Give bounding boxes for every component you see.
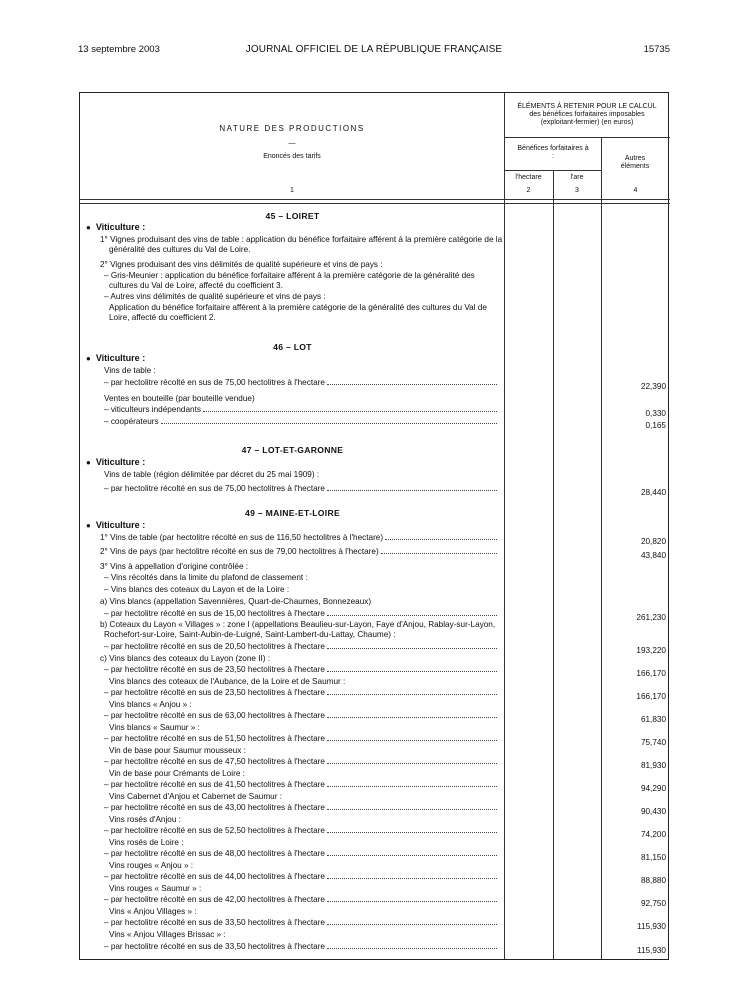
table-row xyxy=(80,756,670,770)
table-row xyxy=(80,469,670,480)
row-text: – par hectolitre récolté en sus de 20,50 hectolitres à l'hectare xyxy=(104,642,325,651)
department-heading xyxy=(80,342,670,353)
row-text: Vins blancs « Saumur » : xyxy=(109,723,200,732)
benefices-rule xyxy=(504,170,602,171)
table-row xyxy=(80,416,670,430)
other-elements-value: 74,200 xyxy=(640,830,666,839)
hectare-label: l'hectare xyxy=(515,174,542,181)
row-text: – par hectolitre récolté en sus de 42,00 hectolitres à l'hectare xyxy=(104,895,325,904)
row-text: ● Viticulture : xyxy=(86,353,145,364)
table-row xyxy=(80,629,670,640)
dot-leader xyxy=(327,948,497,949)
col-4-number: 4 xyxy=(633,187,638,194)
table-row xyxy=(80,532,670,546)
row-text: Vins rosés d'Anjou : xyxy=(109,815,181,824)
other-elements-value: 115,930 xyxy=(637,946,666,955)
row-text: cultures du Val de Loire, affecté du coefficient 3. xyxy=(109,281,283,290)
dot-leader xyxy=(327,740,497,741)
section-heading xyxy=(80,353,670,364)
row-text: Vins de table (région délimitée par décret du 25 mai 1909) : xyxy=(104,470,320,479)
table-row xyxy=(80,860,670,871)
table-row xyxy=(80,483,670,497)
dot-leader xyxy=(161,423,497,424)
section-heading xyxy=(80,520,670,531)
row-text: Vins rouges « Saumur » : xyxy=(109,884,202,893)
table-row xyxy=(80,710,670,724)
department-heading xyxy=(80,211,670,222)
table-row xyxy=(80,917,670,931)
elements-heading: ÉLÉMENTS À RETENIR POUR LE CALCUL xyxy=(517,103,657,110)
row-text: 3° Vins à appellation d'origine contrôlée : xyxy=(100,562,249,571)
other-elements-value: 0,165 xyxy=(645,421,666,430)
table-row xyxy=(80,584,670,595)
table-row xyxy=(80,641,670,655)
other-elements-value: 92,750 xyxy=(640,899,666,908)
row-text: – par hectolitre récolté en sus de 48,00 hectolitres à l'hectare xyxy=(104,849,325,858)
row-text: Vin de base pour Crémants de Loire : xyxy=(109,769,245,778)
other-elements-value: 88,880 xyxy=(640,876,666,885)
row-text: Vin de base pour Saumur mousseux : xyxy=(109,746,246,755)
dot-leader xyxy=(327,763,497,764)
row-text: – par hectolitre récolté en sus de 52,50 hectolitres à l'hectare xyxy=(104,826,325,835)
table-row xyxy=(80,608,670,622)
table-row xyxy=(80,312,670,323)
dot-leader xyxy=(385,539,497,540)
other-elements-value: 61,830 xyxy=(640,715,666,724)
row-text: ● Viticulture : xyxy=(86,222,145,233)
other-elements-value: 81,150 xyxy=(640,853,666,862)
row-text: – Vins blancs des coteaux du Layon et de la Loire : xyxy=(104,585,290,594)
row-text: 2° Vignes produisant des vins délimités de qualité supérieure et vins de pays : xyxy=(100,260,383,269)
table-row xyxy=(80,291,670,302)
other-elements-value: 166,170 xyxy=(636,692,666,701)
row-text: c) Vins blancs des coteaux du Layon (zone II) : xyxy=(100,654,271,663)
table-row xyxy=(80,572,670,583)
row-text: – par hectolitre récolté en sus de 23,50 hectolitres à l'hectare xyxy=(104,665,325,674)
dot-leader xyxy=(327,855,497,856)
table-row xyxy=(80,883,670,894)
table-row xyxy=(80,664,670,678)
table-row xyxy=(80,837,670,848)
row-text: – par hectolitre récolté en sus de 41,50 hectolitres à l'hectare xyxy=(104,780,325,789)
journal-title: JOURNAL OFFICIEL DE LA RÉPUBLIQUE FRANÇAISE xyxy=(245,44,503,55)
table-row xyxy=(80,791,670,802)
tariff-table xyxy=(79,92,669,960)
elements-rule xyxy=(504,137,670,138)
table-row xyxy=(80,365,670,376)
row-text: – viticulteurs indépendants xyxy=(104,405,201,414)
autres-label: Autres éléments xyxy=(620,155,650,170)
enonces-label: Enoncés des tarifs xyxy=(263,153,321,160)
row-text: – par hectolitre récolté en sus de 43,00 hectolitres à l'hectare xyxy=(104,803,325,812)
table-row xyxy=(80,280,670,291)
row-text: – par hectolitre récolté en sus de 15,00 hectolitres à l'hectare xyxy=(104,609,325,618)
publication-date: 13 septembre 2003 xyxy=(78,44,160,55)
row-text: – par hectolitre récolté en sus de 33,50 hectolitres à l'hectare xyxy=(104,918,325,927)
section-heading xyxy=(80,222,670,233)
table-row xyxy=(80,653,670,664)
dot-leader xyxy=(327,648,497,649)
dot-leader xyxy=(327,832,497,833)
other-elements-value: 75,740 xyxy=(640,738,666,747)
nature-heading: NATURE DES PRODUCTIONS xyxy=(219,124,365,133)
dot-leader xyxy=(327,786,497,787)
table-row xyxy=(80,779,670,793)
row-text: 47 – LOT-ET-GARONNE xyxy=(241,445,344,455)
row-text: – par hectolitre récolté en sus de 47,50 hectolitres à l'hectare xyxy=(104,757,325,766)
row-text: – par hectolitre récolté en sus de 51,50 hectolitres à l'hectare xyxy=(104,734,325,743)
table-row xyxy=(80,848,670,862)
row-text: Vins Cabernet d'Anjou et Cabernet de Saumur : xyxy=(109,792,283,801)
table-row xyxy=(80,906,670,917)
other-elements-value: 94,290 xyxy=(640,784,666,793)
table-row xyxy=(80,894,670,908)
row-text: ● Viticulture : xyxy=(86,457,145,468)
row-text: – Gris-Meunier : application du bénéfice forfaitaire afférent à la première catégorie de la généralité des xyxy=(104,271,475,280)
row-text: 1° Vins de table (par hectolitre récolté en sus de 116,50 hectolitres à l'hectare) xyxy=(100,533,384,542)
benefices-label: Bénéfices forfaitaires à : xyxy=(517,145,589,160)
dot-leader xyxy=(327,615,497,616)
table-row xyxy=(80,929,670,940)
row-text: 1° Vignes produisant des vins de table : application du bénéfice forfaitaire afférent à la première catégorie de la xyxy=(100,235,503,244)
row-text: Ventes en bouteille (par bouteille vendue) xyxy=(104,394,255,403)
other-elements-value: 0,330 xyxy=(645,409,666,418)
row-text: b) Coteaux du Layon « Villages » : zone I (appellations Beaulieu-sur-Layon, Faye d'Anjou, Rablay-sur-Layon, xyxy=(100,620,496,629)
page-header xyxy=(78,44,670,60)
dot-leader xyxy=(203,411,497,412)
row-text: 46 – LOT xyxy=(273,342,312,352)
other-elements-value: 261,230 xyxy=(636,613,666,622)
row-text: – par hectolitre récolté en sus de 23,50 hectolitres à l'hectare xyxy=(104,688,325,697)
row-text: Application du bénéfice forfaitaire afférent à la première catégorie de la généralité des cultures du Val de xyxy=(109,303,487,312)
dot-leader xyxy=(327,694,497,695)
other-elements-value: 28,440 xyxy=(640,488,666,497)
dot-leader xyxy=(327,901,497,902)
table-row xyxy=(80,687,670,701)
other-elements-value: 193,220 xyxy=(636,646,666,655)
section-heading xyxy=(80,457,670,468)
row-text: Vins rouges « Anjou » : xyxy=(109,861,194,870)
col-1-number: 1 xyxy=(290,187,294,194)
row-text: Loire, affecté du coefficient 2. xyxy=(109,313,216,322)
dot-leader xyxy=(327,384,497,385)
dot-leader xyxy=(327,924,497,925)
other-elements-value: 115,930 xyxy=(637,922,666,931)
row-text: Vins blancs « Anjou » : xyxy=(109,700,192,709)
row-text: 2° Vins de pays (par hectolitre récolté en sus de 79,00 hectolitres à l'hectare) xyxy=(100,547,379,556)
table-row xyxy=(80,941,670,955)
dot-leader xyxy=(327,878,497,879)
row-text: a) Vins blancs (appellation Savennières, Quart-de-Chaumes, Bonnezeaux) xyxy=(100,597,372,606)
table-row xyxy=(80,871,670,885)
table-row xyxy=(80,802,670,816)
department-heading xyxy=(80,508,670,519)
other-elements-value: 22,390 xyxy=(640,382,666,391)
table-row xyxy=(80,825,670,839)
other-elements-value: 166,170 xyxy=(636,669,666,678)
are-label: l'are xyxy=(570,174,584,181)
row-text: – par hectolitre récolté en sus de 33,50 hectolitres à l'hectare xyxy=(104,942,325,951)
table-row xyxy=(80,244,670,255)
table-row xyxy=(80,546,670,560)
dot-leader xyxy=(327,809,497,810)
row-text: – par hectolitre récolté en sus de 75,00 hectolitres à l'hectare xyxy=(104,484,325,493)
table-row xyxy=(80,768,670,779)
row-text: 45 – LOIRET xyxy=(265,211,320,221)
row-text: – Autres vins délimités de qualité supérieure et vins de pays : xyxy=(104,292,326,301)
table-row xyxy=(80,699,670,710)
dot-leader xyxy=(381,553,497,554)
row-text: généralité des cultures du Val de Loire. xyxy=(109,245,251,254)
row-text: – Vins récoltés dans la limite du plafond de classement : xyxy=(104,573,308,582)
dot-leader xyxy=(327,671,497,672)
table-row xyxy=(80,561,670,572)
row-text: ● Viticulture : xyxy=(86,520,145,531)
header-bottom-rule-2 xyxy=(80,203,670,204)
table-row xyxy=(80,745,670,756)
table-row xyxy=(80,393,670,404)
row-text: Vins « Anjou Villages » : xyxy=(109,907,197,916)
department-heading xyxy=(80,445,670,456)
row-text: – par hectolitre récolté en sus de 63,00 hectolitres à l'hectare xyxy=(104,711,325,720)
table-row xyxy=(80,596,670,607)
table-row xyxy=(80,676,670,687)
row-text: Vins « Anjou Villages Brissac » : xyxy=(109,930,226,939)
table-row xyxy=(80,722,670,733)
col-2-number: 2 xyxy=(526,187,531,194)
row-text: Vins de table : xyxy=(104,366,156,375)
row-text: Vins blancs des coteaux de l'Aubance, de la Loire et de Saumur : xyxy=(109,677,346,686)
other-elements-value: 20,820 xyxy=(640,537,666,546)
row-text: Rochefort-sur-Loire, Saint-Aubin-de-Luigné, Saint-Lambert-du-Lattay, Chaume) : xyxy=(104,630,396,639)
other-elements-value: 90,430 xyxy=(640,807,666,816)
elements-heading-3: (exploitant-fermier) (en euros) xyxy=(540,119,634,126)
page-number: 15735 xyxy=(643,44,670,55)
row-text: – par hectolitre récolté en sus de 44,00 hectolitres à l'hectare xyxy=(104,872,325,881)
table-row xyxy=(80,733,670,747)
table-row xyxy=(80,814,670,825)
row-text: – par hectolitre récolté en sus de 75,00 hectolitres à l'hectare xyxy=(104,378,325,387)
other-elements-value: 43,840 xyxy=(640,551,666,560)
row-text: – coopérateurs xyxy=(104,417,159,426)
table-row xyxy=(80,404,670,418)
other-elements-value: 81,930 xyxy=(640,761,666,770)
col-3-number: 3 xyxy=(575,187,579,194)
table-row xyxy=(80,259,670,270)
row-text: Vins rosés de Loire : xyxy=(109,838,184,847)
header-bottom-rule xyxy=(80,199,670,200)
table-row xyxy=(80,377,670,391)
elements-heading-2: des bénéfices forfaitaires imposables xyxy=(529,111,645,118)
dot-leader xyxy=(327,717,497,718)
row-text: 49 – MAINE-ET-LOIRE xyxy=(245,508,340,518)
dot-leader xyxy=(327,490,497,491)
nature-dash: — xyxy=(288,140,296,147)
